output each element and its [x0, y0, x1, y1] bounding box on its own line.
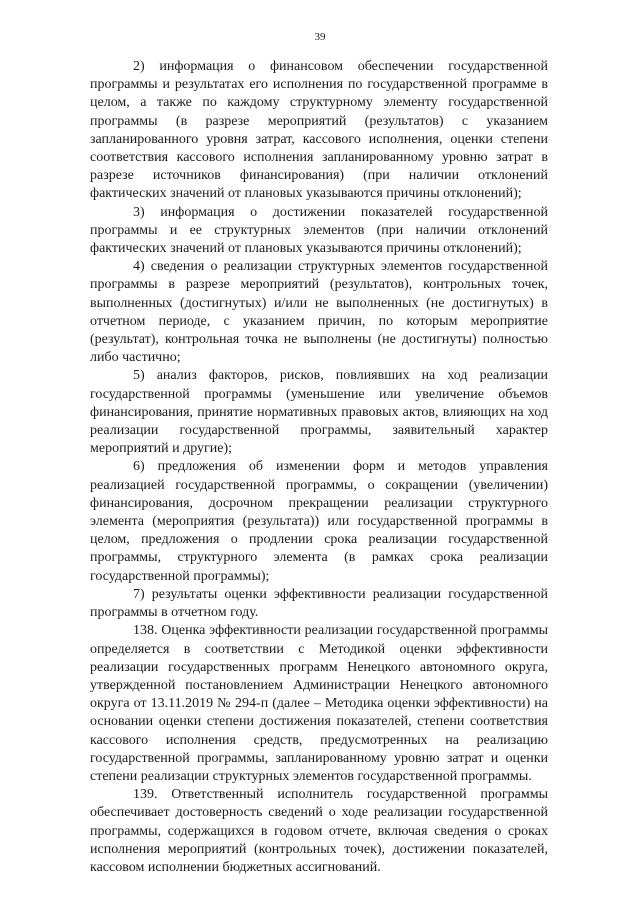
paragraph-item-6: 6) предложения об изменении форм и методов управления реализацией государственной программы, о сокращении (увеличении) финансирования, досрочном прекращении реализации структурного элемента (мероприятия (результата)) или государственной программы в целом, предложения о продлении срока реализации государственной программы, структурного элемента (в рамках срока реализации государственной программы);: [90, 459, 548, 584]
paragraph-139: 139. Ответственный исполнитель государственной программы обеспечивает достоверность сведений о ходе реализации государственной программы, содержащихся в годовом отчете, включая сведения о сроках исполнения мероприятий (контрольных точек), достижении показателей, кассовом исполнении бюджетных ассигнований.: [90, 787, 548, 875]
paragraph-item-2: 2) информация о финансовом обеспечении государственной программы и результатах его исполнения по государственной программе в целом, а также по каждому структурному элементу государственной программы (в разрезе мероприятий (результатов) с указанием запланированного уровня затрат, кассового исполнения, оценки степени соответствия кассового исполнения запланированному уровню затрат в разрезе источников финансирования) (при наличии отклонений фактических значений от плановых указываются причины отклонений);: [90, 59, 548, 202]
document-body: [90, 58, 548, 877]
paragraph-item-5: 5) анализ факторов, рисков, повлиявших на ход реализации государственной программы (уменьшение или увеличение объемов финансирования, принятие нормативных правовых актов, влияющих на ход реализации государственной программы, заявительный характер мероприятий и другие);: [90, 368, 548, 457]
page-number: 39: [314, 31, 326, 43]
paragraph-item-4: 4) сведения о реализации структурных элементов государственной программы в разрезе мероприятий (результатов), контрольных точек, выполненных (достигнутых) и/или не выполненных (не достигнутых) в отчетном периоде, с указанием причин, по которым мероприятие (результат), контрольная точка не выполнены (не достигнуты) полностью либо частично;: [90, 259, 548, 366]
paragraph-138: 138. Оценка эффективности реализации государственной программы определяется в соответствии с Методикой оценки эффективности реализации государственных программ Ненецкого автономного округа, утвержденной постановлением Администрации Ненецкого автономного округа от 13.11.2019 № 294-п (далее – Методика оценки эффективности) на основании оценки степени достижения показателей, степени соответствия кассового исполнения средств, предусмотренных на реализацию государственной программы, запланированному уровню затрат и оценки степени реализации структурных элементов государственной программы.: [90, 623, 548, 784]
paragraph-item-3: 3) информация о достижении показателей государственной программы и ее структурных элементов (при наличии отклонений фактических значений от плановых указываются причины отклонений);: [90, 204, 548, 257]
paragraph-item-7: 7) результаты оценки эффективности реализации государственной программы в отчетном году.: [90, 586, 548, 621]
